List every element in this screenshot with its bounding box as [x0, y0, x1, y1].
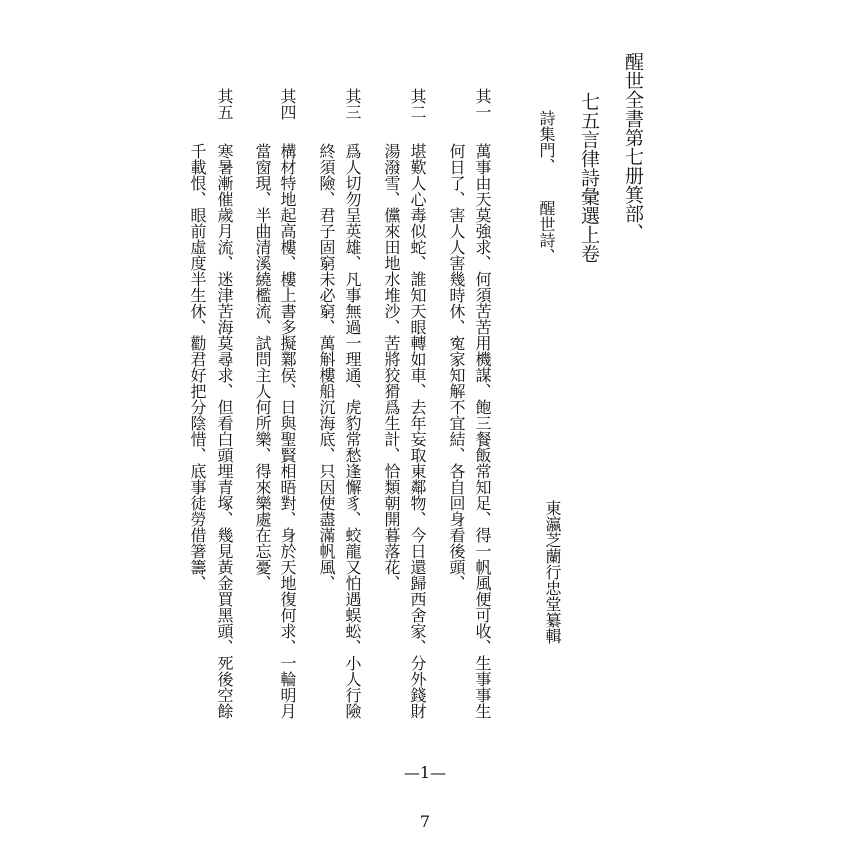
- page-marker: —1—: [403, 763, 447, 782]
- poem-label: 其二: [408, 88, 427, 120]
- volume-title: 七五言律詩彙選上卷: [578, 92, 600, 263]
- poem-line: 構材特地起高樓、樓上書多擬鄴侯、日與聖賢相晤對、身於天地復何求、一輪明月: [278, 143, 297, 719]
- poem-line: 萬事由天莫強求、何須苦苦用機謀、飽三餐飯常知足、得一帆風便可收、生事事生: [473, 143, 492, 719]
- page-number: 7: [419, 812, 431, 831]
- section-title: 詩集門、: [537, 110, 556, 174]
- poem-line: 爲人切勿呈英雄、凡事無過一理通、虎豹常愁逢懈豸、蛟龍又怕遇蜈蚣、小人行險: [343, 143, 362, 719]
- poem-label: 其一: [473, 88, 492, 120]
- compiler-credit: 東瀛芝蘭行忠堂纂輯: [543, 500, 562, 644]
- poem-line: 當窗現、半曲清溪繞檻流、試問主人何所樂、得來樂處在忘憂、: [253, 143, 272, 591]
- poem-line: 寒暑漸催歲月流、迷津苦海莫尋求、但看白頭埋青塚、幾見黃金買黑頭、死後空餘: [215, 143, 234, 719]
- subsection-title: 醒世詩、: [537, 200, 556, 264]
- poem-label: 其四: [278, 88, 297, 120]
- poem-label: 其三: [343, 88, 362, 120]
- poem-line: 何日了、害人人害幾時休、寃家知解不宜結、各自回身看後頭、: [447, 143, 466, 591]
- poem-label: 其五: [215, 88, 234, 120]
- book-title: 醒世全書第七册箕部、: [622, 52, 644, 242]
- poem-line: 堪歎人心毒似蛇、誰知天眼轉如車、去年妄取東鄰物、今日還歸西舍家、分外錢財: [408, 143, 427, 719]
- poem-line: 終須險、君子固窮未必窮、萬斛樓船沉海底、只因使盡滿帆風、: [317, 143, 336, 591]
- poem-line: 湯潑雪、儻來田地水堆沙、苦將狡猾爲生計、恰類朝開暮落花、: [382, 143, 401, 591]
- poem-line: 千載恨、眼前虛度半生休、勸君好把分陰惜、底事徒勞借箸籌、: [188, 143, 207, 591]
